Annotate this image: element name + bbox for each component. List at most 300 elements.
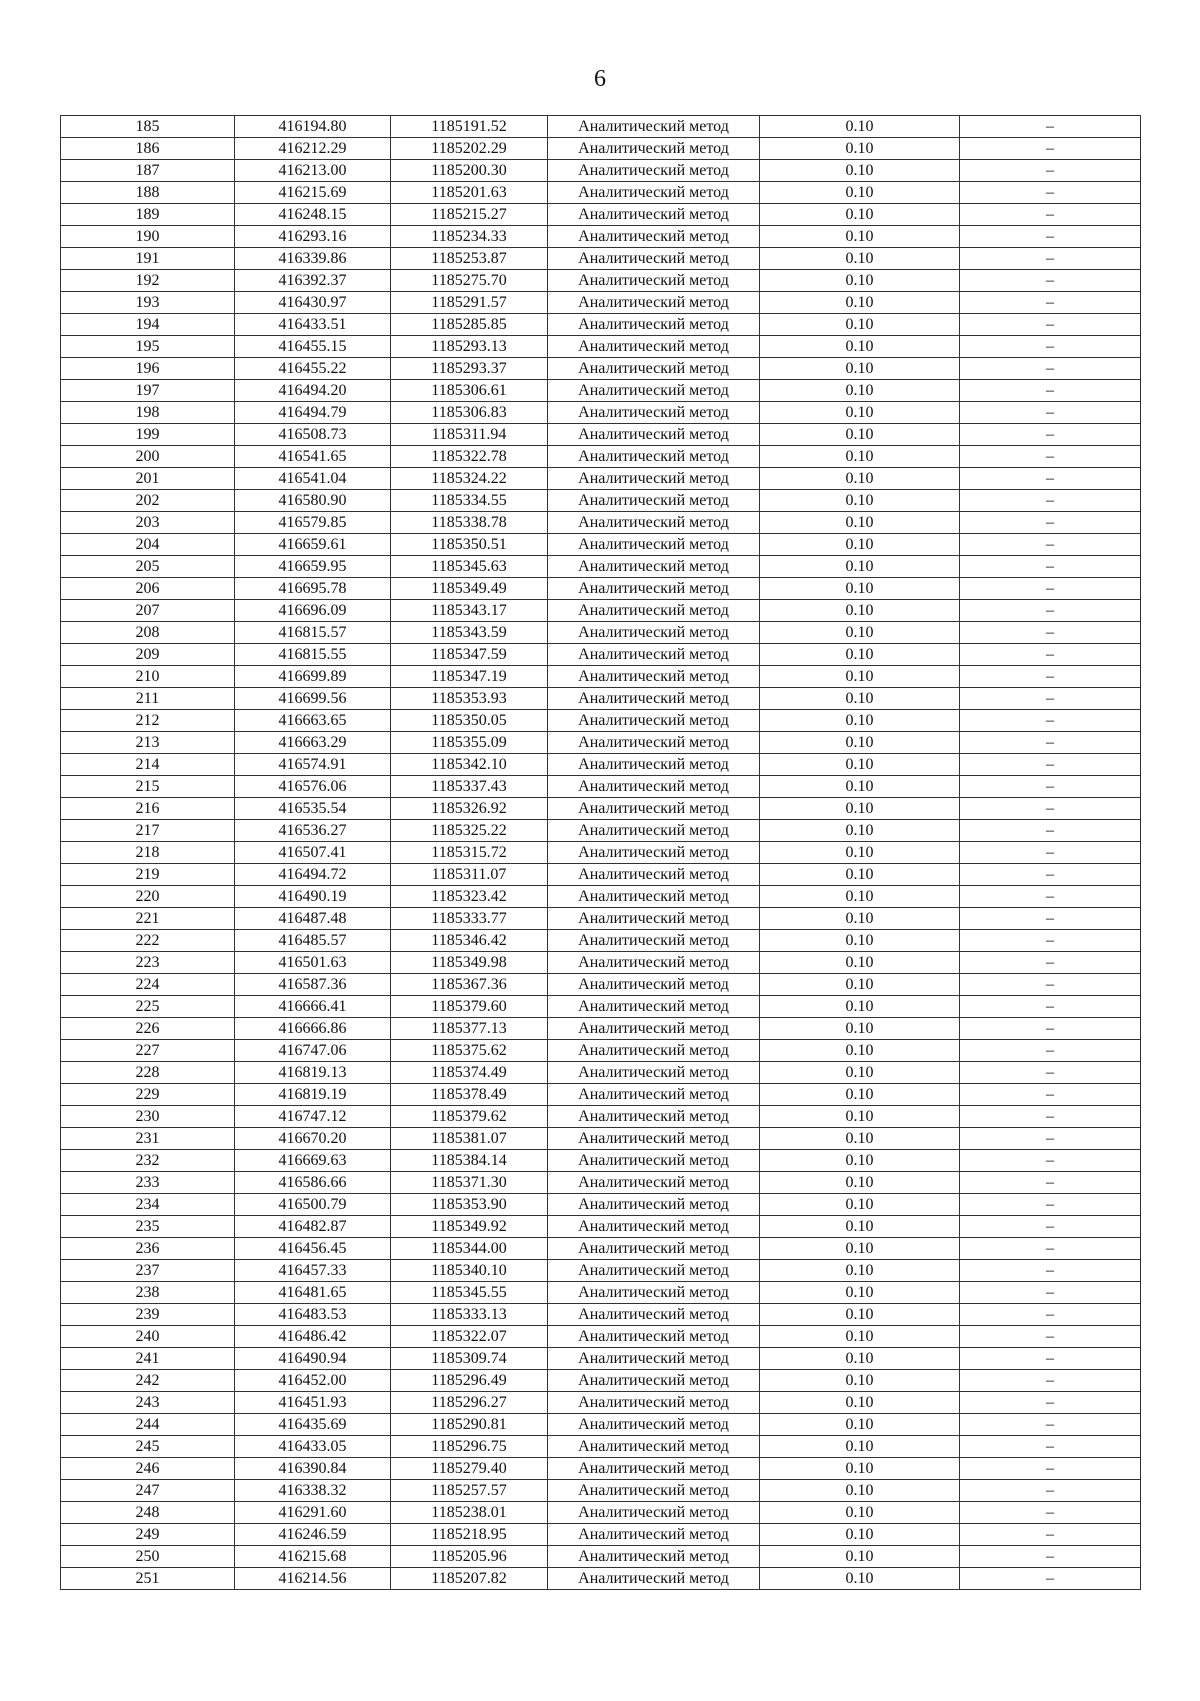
x-coordinate-cell: 416214.56 [235, 1568, 391, 1590]
point-number-cell: 192 [61, 270, 235, 292]
y-coordinate-cell: 1185350.05 [391, 710, 548, 732]
description-cell: – [960, 556, 1141, 578]
method-cell: Аналитический метод [548, 556, 760, 578]
x-coordinate-cell: 416485.57 [235, 930, 391, 952]
table-row [61, 380, 1141, 402]
point-number-cell: 218 [61, 842, 235, 864]
description-cell: – [960, 138, 1141, 160]
description-cell: – [960, 1194, 1141, 1216]
accuracy-cell: 0.10 [760, 1414, 960, 1436]
y-coordinate-cell: 1185343.17 [391, 600, 548, 622]
y-coordinate-cell: 1185338.78 [391, 512, 548, 534]
y-coordinate-cell: 1185191.52 [391, 116, 548, 138]
x-coordinate-cell: 416455.15 [235, 336, 391, 358]
y-coordinate-cell: 1185296.75 [391, 1436, 548, 1458]
table-row [61, 358, 1141, 380]
method-cell: Аналитический метод [548, 446, 760, 468]
accuracy-cell: 0.10 [760, 996, 960, 1018]
description-cell: – [960, 1150, 1141, 1172]
x-coordinate-cell: 416487.48 [235, 908, 391, 930]
accuracy-cell: 0.10 [760, 1084, 960, 1106]
accuracy-cell: 0.10 [760, 1040, 960, 1062]
accuracy-cell: 0.10 [760, 402, 960, 424]
point-number-cell: 186 [61, 138, 235, 160]
description-cell: – [960, 1370, 1141, 1392]
description-cell: – [960, 1106, 1141, 1128]
description-cell: – [960, 1084, 1141, 1106]
y-coordinate-cell: 1185322.78 [391, 446, 548, 468]
method-cell: Аналитический метод [548, 1260, 760, 1282]
y-coordinate-cell: 1185349.49 [391, 578, 548, 600]
accuracy-cell: 0.10 [760, 1106, 960, 1128]
description-cell: – [960, 996, 1141, 1018]
accuracy-cell: 0.10 [760, 160, 960, 182]
method-cell: Аналитический метод [548, 314, 760, 336]
table-row [61, 1040, 1141, 1062]
table-row [61, 1128, 1141, 1150]
method-cell: Аналитический метод [548, 1282, 760, 1304]
y-coordinate-cell: 1185347.59 [391, 644, 548, 666]
description-cell: – [960, 1392, 1141, 1414]
point-number-cell: 221 [61, 908, 235, 930]
accuracy-cell: 0.10 [760, 358, 960, 380]
description-cell: – [960, 1546, 1141, 1568]
point-number-cell: 211 [61, 688, 235, 710]
description-cell: – [960, 358, 1141, 380]
method-cell: Аналитический метод [548, 1216, 760, 1238]
description-cell: – [960, 600, 1141, 622]
y-coordinate-cell: 1185291.57 [391, 292, 548, 314]
description-cell: – [960, 732, 1141, 754]
method-cell: Аналитический метод [548, 600, 760, 622]
point-number-cell: 229 [61, 1084, 235, 1106]
table-row [61, 1546, 1141, 1568]
y-coordinate-cell: 1185355.09 [391, 732, 548, 754]
description-cell: – [960, 1282, 1141, 1304]
y-coordinate-cell: 1185306.83 [391, 402, 548, 424]
description-cell: – [960, 468, 1141, 490]
y-coordinate-cell: 1185345.63 [391, 556, 548, 578]
table-row [61, 1282, 1141, 1304]
method-cell: Аналитический метод [548, 1524, 760, 1546]
y-coordinate-cell: 1185375.62 [391, 1040, 548, 1062]
point-number-cell: 246 [61, 1458, 235, 1480]
point-number-cell: 206 [61, 578, 235, 600]
accuracy-cell: 0.10 [760, 1304, 960, 1326]
point-number-cell: 236 [61, 1238, 235, 1260]
accuracy-cell: 0.10 [760, 1216, 960, 1238]
method-cell: Аналитический метод [548, 182, 760, 204]
x-coordinate-cell: 416576.06 [235, 776, 391, 798]
description-cell: – [960, 160, 1141, 182]
description-cell: – [960, 1238, 1141, 1260]
method-cell: Аналитический метод [548, 1414, 760, 1436]
method-cell: Аналитический метод [548, 996, 760, 1018]
description-cell: – [960, 1128, 1141, 1150]
point-number-cell: 223 [61, 952, 235, 974]
x-coordinate-cell: 416483.53 [235, 1304, 391, 1326]
description-cell: – [960, 1348, 1141, 1370]
point-number-cell: 249 [61, 1524, 235, 1546]
point-number-cell: 187 [61, 160, 235, 182]
description-cell: – [960, 688, 1141, 710]
table-row [61, 468, 1141, 490]
y-coordinate-cell: 1185218.95 [391, 1524, 548, 1546]
accuracy-cell: 0.10 [760, 446, 960, 468]
point-number-cell: 189 [61, 204, 235, 226]
y-coordinate-cell: 1185340.10 [391, 1260, 548, 1282]
x-coordinate-cell: 416494.72 [235, 864, 391, 886]
table-row [61, 248, 1141, 270]
method-cell: Аналитический метод [548, 534, 760, 556]
description-cell: – [960, 952, 1141, 974]
point-number-cell: 217 [61, 820, 235, 842]
method-cell: Аналитический метод [548, 402, 760, 424]
point-number-cell: 204 [61, 534, 235, 556]
accuracy-cell: 0.10 [760, 1524, 960, 1546]
accuracy-cell: 0.10 [760, 1062, 960, 1084]
point-number-cell: 248 [61, 1502, 235, 1524]
description-cell: – [960, 1260, 1141, 1282]
accuracy-cell: 0.10 [760, 1326, 960, 1348]
method-cell: Аналитический метод [548, 688, 760, 710]
method-cell: Аналитический метод [548, 1436, 760, 1458]
x-coordinate-cell: 416815.57 [235, 622, 391, 644]
x-coordinate-cell: 416390.84 [235, 1458, 391, 1480]
table-row [61, 1150, 1141, 1172]
point-number-cell: 233 [61, 1172, 235, 1194]
description-cell: – [960, 1216, 1141, 1238]
description-cell: – [960, 1502, 1141, 1524]
x-coordinate-cell: 416587.36 [235, 974, 391, 996]
accuracy-cell: 0.10 [760, 688, 960, 710]
y-coordinate-cell: 1185344.00 [391, 1238, 548, 1260]
table-row [61, 534, 1141, 556]
point-number-cell: 215 [61, 776, 235, 798]
x-coordinate-cell: 416500.79 [235, 1194, 391, 1216]
accuracy-cell: 0.10 [760, 820, 960, 842]
point-number-cell: 202 [61, 490, 235, 512]
accuracy-cell: 0.10 [760, 1436, 960, 1458]
table-row [61, 1370, 1141, 1392]
accuracy-cell: 0.10 [760, 600, 960, 622]
method-cell: Аналитический метод [548, 842, 760, 864]
x-coordinate-cell: 416430.97 [235, 292, 391, 314]
y-coordinate-cell: 1185279.40 [391, 1458, 548, 1480]
x-coordinate-cell: 416747.12 [235, 1106, 391, 1128]
method-cell: Аналитический метод [548, 1018, 760, 1040]
accuracy-cell: 0.10 [760, 1480, 960, 1502]
x-coordinate-cell: 416574.91 [235, 754, 391, 776]
y-coordinate-cell: 1185290.81 [391, 1414, 548, 1436]
point-number-cell: 203 [61, 512, 235, 534]
y-coordinate-cell: 1185379.60 [391, 996, 548, 1018]
y-coordinate-cell: 1185346.42 [391, 930, 548, 952]
x-coordinate-cell: 416669.63 [235, 1150, 391, 1172]
description-cell: – [960, 578, 1141, 600]
y-coordinate-cell: 1185275.70 [391, 270, 548, 292]
description-cell: – [960, 402, 1141, 424]
point-number-cell: 240 [61, 1326, 235, 1348]
method-cell: Аналитический метод [548, 204, 760, 226]
coordinates-table [60, 115, 1141, 1590]
description-cell: – [960, 908, 1141, 930]
table-row [61, 556, 1141, 578]
method-cell: Аналитический метод [548, 820, 760, 842]
method-cell: Аналитический метод [548, 468, 760, 490]
y-coordinate-cell: 1185377.13 [391, 1018, 548, 1040]
y-coordinate-cell: 1185343.59 [391, 622, 548, 644]
point-number-cell: 194 [61, 314, 235, 336]
accuracy-cell: 0.10 [760, 578, 960, 600]
point-number-cell: 210 [61, 666, 235, 688]
description-cell: – [960, 710, 1141, 732]
point-number-cell: 251 [61, 1568, 235, 1590]
x-coordinate-cell: 416455.22 [235, 358, 391, 380]
point-number-cell: 208 [61, 622, 235, 644]
accuracy-cell: 0.10 [760, 1546, 960, 1568]
point-number-cell: 237 [61, 1260, 235, 1282]
x-coordinate-cell: 416699.56 [235, 688, 391, 710]
table-row [61, 666, 1141, 688]
point-number-cell: 220 [61, 886, 235, 908]
x-coordinate-cell: 416433.05 [235, 1436, 391, 1458]
x-coordinate-cell: 416248.15 [235, 204, 391, 226]
method-cell: Аналитический метод [548, 1304, 760, 1326]
method-cell: Аналитический метод [548, 1128, 760, 1150]
table-row [61, 292, 1141, 314]
x-coordinate-cell: 416580.90 [235, 490, 391, 512]
table-row [61, 1414, 1141, 1436]
point-number-cell: 230 [61, 1106, 235, 1128]
method-cell: Аналитический метод [548, 1326, 760, 1348]
y-coordinate-cell: 1185345.55 [391, 1282, 548, 1304]
table-row [61, 1216, 1141, 1238]
accuracy-cell: 0.10 [760, 490, 960, 512]
x-coordinate-cell: 416815.55 [235, 644, 391, 666]
method-cell: Аналитический метод [548, 644, 760, 666]
table-row [61, 1106, 1141, 1128]
accuracy-cell: 0.10 [760, 116, 960, 138]
table-row [61, 1568, 1141, 1590]
point-number-cell: 188 [61, 182, 235, 204]
table-row [61, 754, 1141, 776]
point-number-cell: 213 [61, 732, 235, 754]
description-cell: – [960, 622, 1141, 644]
description-cell: – [960, 1480, 1141, 1502]
x-coordinate-cell: 416501.63 [235, 952, 391, 974]
description-cell: – [960, 226, 1141, 248]
table-row [61, 336, 1141, 358]
x-coordinate-cell: 416663.29 [235, 732, 391, 754]
y-coordinate-cell: 1185311.07 [391, 864, 548, 886]
table-row [61, 622, 1141, 644]
table-row [61, 270, 1141, 292]
y-coordinate-cell: 1185350.51 [391, 534, 548, 556]
x-coordinate-cell: 416666.41 [235, 996, 391, 1018]
method-cell: Аналитический метод [548, 1238, 760, 1260]
table-row [61, 644, 1141, 666]
description-cell: – [960, 336, 1141, 358]
point-number-cell: 219 [61, 864, 235, 886]
accuracy-cell: 0.10 [760, 138, 960, 160]
point-number-cell: 245 [61, 1436, 235, 1458]
description-cell: – [960, 204, 1141, 226]
x-coordinate-cell: 416215.68 [235, 1546, 391, 1568]
table-row [61, 424, 1141, 446]
point-number-cell: 242 [61, 1370, 235, 1392]
table-row [61, 1172, 1141, 1194]
description-cell: – [960, 182, 1141, 204]
y-coordinate-cell: 1185309.74 [391, 1348, 548, 1370]
table-row [61, 1458, 1141, 1480]
table-row [61, 732, 1141, 754]
description-cell: – [960, 292, 1141, 314]
x-coordinate-cell: 416541.65 [235, 446, 391, 468]
method-cell: Аналитический метод [548, 512, 760, 534]
x-coordinate-cell: 416392.37 [235, 270, 391, 292]
description-cell: – [960, 644, 1141, 666]
method-cell: Аналитический метод [548, 974, 760, 996]
point-number-cell: 185 [61, 116, 235, 138]
point-number-cell: 190 [61, 226, 235, 248]
method-cell: Аналитический метод [548, 358, 760, 380]
description-cell: – [960, 270, 1141, 292]
y-coordinate-cell: 1185353.93 [391, 688, 548, 710]
table-row [61, 600, 1141, 622]
point-number-cell: 198 [61, 402, 235, 424]
x-coordinate-cell: 416456.45 [235, 1238, 391, 1260]
table-row [61, 314, 1141, 336]
method-cell: Аналитический метод [548, 1194, 760, 1216]
table-row [61, 1436, 1141, 1458]
accuracy-cell: 0.10 [760, 754, 960, 776]
x-coordinate-cell: 416490.19 [235, 886, 391, 908]
table-row [61, 578, 1141, 600]
point-number-cell: 244 [61, 1414, 235, 1436]
x-coordinate-cell: 416494.79 [235, 402, 391, 424]
y-coordinate-cell: 1185381.07 [391, 1128, 548, 1150]
x-coordinate-cell: 416451.93 [235, 1392, 391, 1414]
table-row [61, 402, 1141, 424]
table-row [61, 1480, 1141, 1502]
point-number-cell: 197 [61, 380, 235, 402]
point-number-cell: 243 [61, 1392, 235, 1414]
point-number-cell: 239 [61, 1304, 235, 1326]
y-coordinate-cell: 1185238.01 [391, 1502, 548, 1524]
point-number-cell: 193 [61, 292, 235, 314]
method-cell: Аналитический метод [548, 380, 760, 402]
table-row [61, 710, 1141, 732]
description-cell: – [960, 974, 1141, 996]
x-coordinate-cell: 416490.94 [235, 1348, 391, 1370]
x-coordinate-cell: 416213.00 [235, 160, 391, 182]
description-cell: – [960, 1172, 1141, 1194]
description-cell: – [960, 314, 1141, 336]
table-row [61, 1392, 1141, 1414]
point-number-cell: 231 [61, 1128, 235, 1150]
accuracy-cell: 0.10 [760, 1370, 960, 1392]
y-coordinate-cell: 1185349.98 [391, 952, 548, 974]
method-cell: Аналитический метод [548, 776, 760, 798]
y-coordinate-cell: 1185322.07 [391, 1326, 548, 1348]
point-number-cell: 200 [61, 446, 235, 468]
point-number-cell: 207 [61, 600, 235, 622]
table-row [61, 1326, 1141, 1348]
accuracy-cell: 0.10 [760, 644, 960, 666]
table-row [61, 446, 1141, 468]
x-coordinate-cell: 416433.51 [235, 314, 391, 336]
accuracy-cell: 0.10 [760, 556, 960, 578]
description-cell: – [960, 446, 1141, 468]
point-number-cell: 209 [61, 644, 235, 666]
x-coordinate-cell: 416435.69 [235, 1414, 391, 1436]
y-coordinate-cell: 1185293.13 [391, 336, 548, 358]
accuracy-cell: 0.10 [760, 182, 960, 204]
y-coordinate-cell: 1185201.63 [391, 182, 548, 204]
description-cell: – [960, 798, 1141, 820]
y-coordinate-cell: 1185371.30 [391, 1172, 548, 1194]
point-number-cell: 238 [61, 1282, 235, 1304]
table-row [61, 886, 1141, 908]
accuracy-cell: 0.10 [760, 622, 960, 644]
point-number-cell: 216 [61, 798, 235, 820]
accuracy-cell: 0.10 [760, 732, 960, 754]
x-coordinate-cell: 416819.19 [235, 1084, 391, 1106]
accuracy-cell: 0.10 [760, 842, 960, 864]
point-number-cell: 224 [61, 974, 235, 996]
y-coordinate-cell: 1185325.22 [391, 820, 548, 842]
y-coordinate-cell: 1185384.14 [391, 1150, 548, 1172]
table-row [61, 864, 1141, 886]
table-row [61, 776, 1141, 798]
x-coordinate-cell: 416246.59 [235, 1524, 391, 1546]
x-coordinate-cell: 416747.06 [235, 1040, 391, 1062]
table-row [61, 820, 1141, 842]
table-row [61, 160, 1141, 182]
method-cell: Аналитический метод [548, 1480, 760, 1502]
y-coordinate-cell: 1185207.82 [391, 1568, 548, 1590]
accuracy-cell: 0.10 [760, 1172, 960, 1194]
x-coordinate-cell: 416536.27 [235, 820, 391, 842]
y-coordinate-cell: 1185306.61 [391, 380, 548, 402]
description-cell: – [960, 1524, 1141, 1546]
y-coordinate-cell: 1185334.55 [391, 490, 548, 512]
x-coordinate-cell: 416507.41 [235, 842, 391, 864]
x-coordinate-cell: 416819.13 [235, 1062, 391, 1084]
x-coordinate-cell: 416508.73 [235, 424, 391, 446]
table-row [61, 1062, 1141, 1084]
description-cell: – [960, 1568, 1141, 1590]
description-cell: – [960, 1436, 1141, 1458]
method-cell: Аналитический метод [548, 270, 760, 292]
table-row [61, 226, 1141, 248]
accuracy-cell: 0.10 [760, 336, 960, 358]
method-cell: Аналитический метод [548, 336, 760, 358]
table-row [61, 490, 1141, 512]
accuracy-cell: 0.10 [760, 798, 960, 820]
description-cell: – [960, 886, 1141, 908]
y-coordinate-cell: 1185234.33 [391, 226, 548, 248]
table-row [61, 798, 1141, 820]
accuracy-cell: 0.10 [760, 292, 960, 314]
method-cell: Аналитический метод [548, 1546, 760, 1568]
accuracy-cell: 0.10 [760, 1194, 960, 1216]
y-coordinate-cell: 1185347.19 [391, 666, 548, 688]
table-row [61, 1260, 1141, 1282]
y-coordinate-cell: 1185215.27 [391, 204, 548, 226]
accuracy-cell: 0.10 [760, 314, 960, 336]
